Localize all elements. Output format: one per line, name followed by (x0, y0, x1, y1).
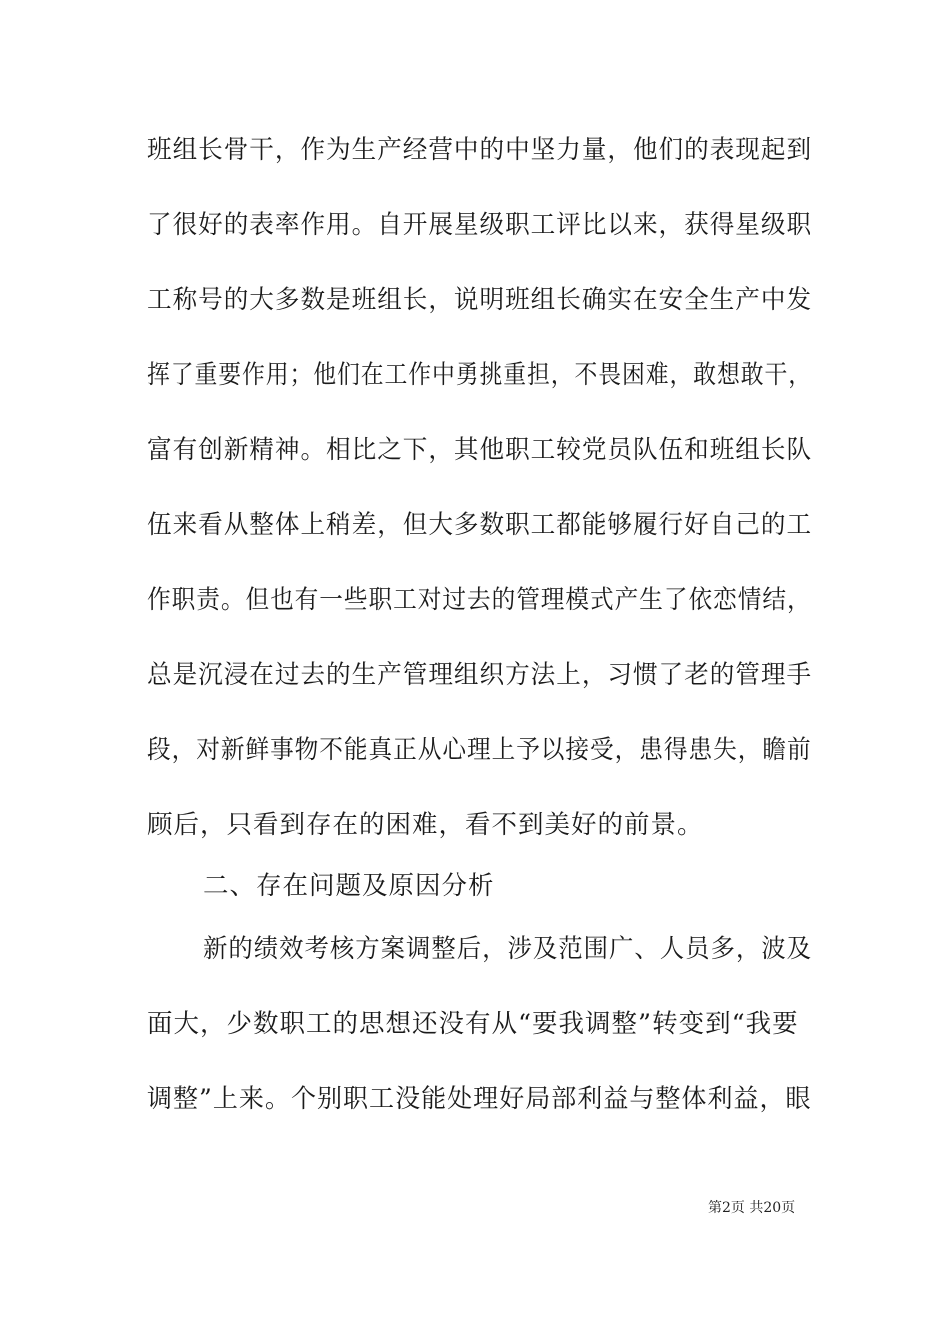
body-text-line: 总是沉浸在过去的生产管理组织方法上，习惯了老的管理手 (147, 660, 813, 690)
body-text-line: 顾后，只看到存在的困难，看不到美好的前景。 (147, 810, 704, 840)
body-text-line: 面大，少数职工的思想还没有从“要我调整”转变到“我要 (147, 1009, 799, 1039)
body-text-line: 工称号的大多数是班组长，说明班组长确实在安全生产中发 (147, 285, 813, 315)
body-text-line: 伍来看从整体上稍差，但大多数职工都能够履行好自己的工 (147, 510, 813, 540)
body-text-line: 挥了重要作用；他们在工作中勇挑重担，不畏困难，敢想敢干， (147, 360, 812, 390)
body-text-line: 班组长骨干，作为生产经营中的中坚力量，他们的表现起到 (147, 135, 813, 165)
body-text-line: 段，对新鲜事物不能真正从心理上予以接受，患得患失，瞻前 (147, 735, 812, 765)
section-heading: 二、存在问题及原因分析 (203, 871, 495, 901)
body-text-line: 富有创新精神。相比之下，其他职工较党员队伍和班组长队 (147, 435, 813, 465)
body-text-line: 调整”上来。个别职工没能处理好局部利益与整体利益，眼 (147, 1084, 812, 1114)
body-text-line: 作职责。但也有一些职工对过去的管理模式产生了依恋情结， (147, 585, 812, 615)
body-text-line: 了很好的表率作用。自开展星级职工评比以来，获得星级职 (147, 210, 813, 240)
body-text-line: 新的绩效考核方案调整后，涉及范围广、人员多，波及 (203, 934, 812, 964)
page-number-footer: 第2页 共20页 (708, 1200, 796, 1216)
